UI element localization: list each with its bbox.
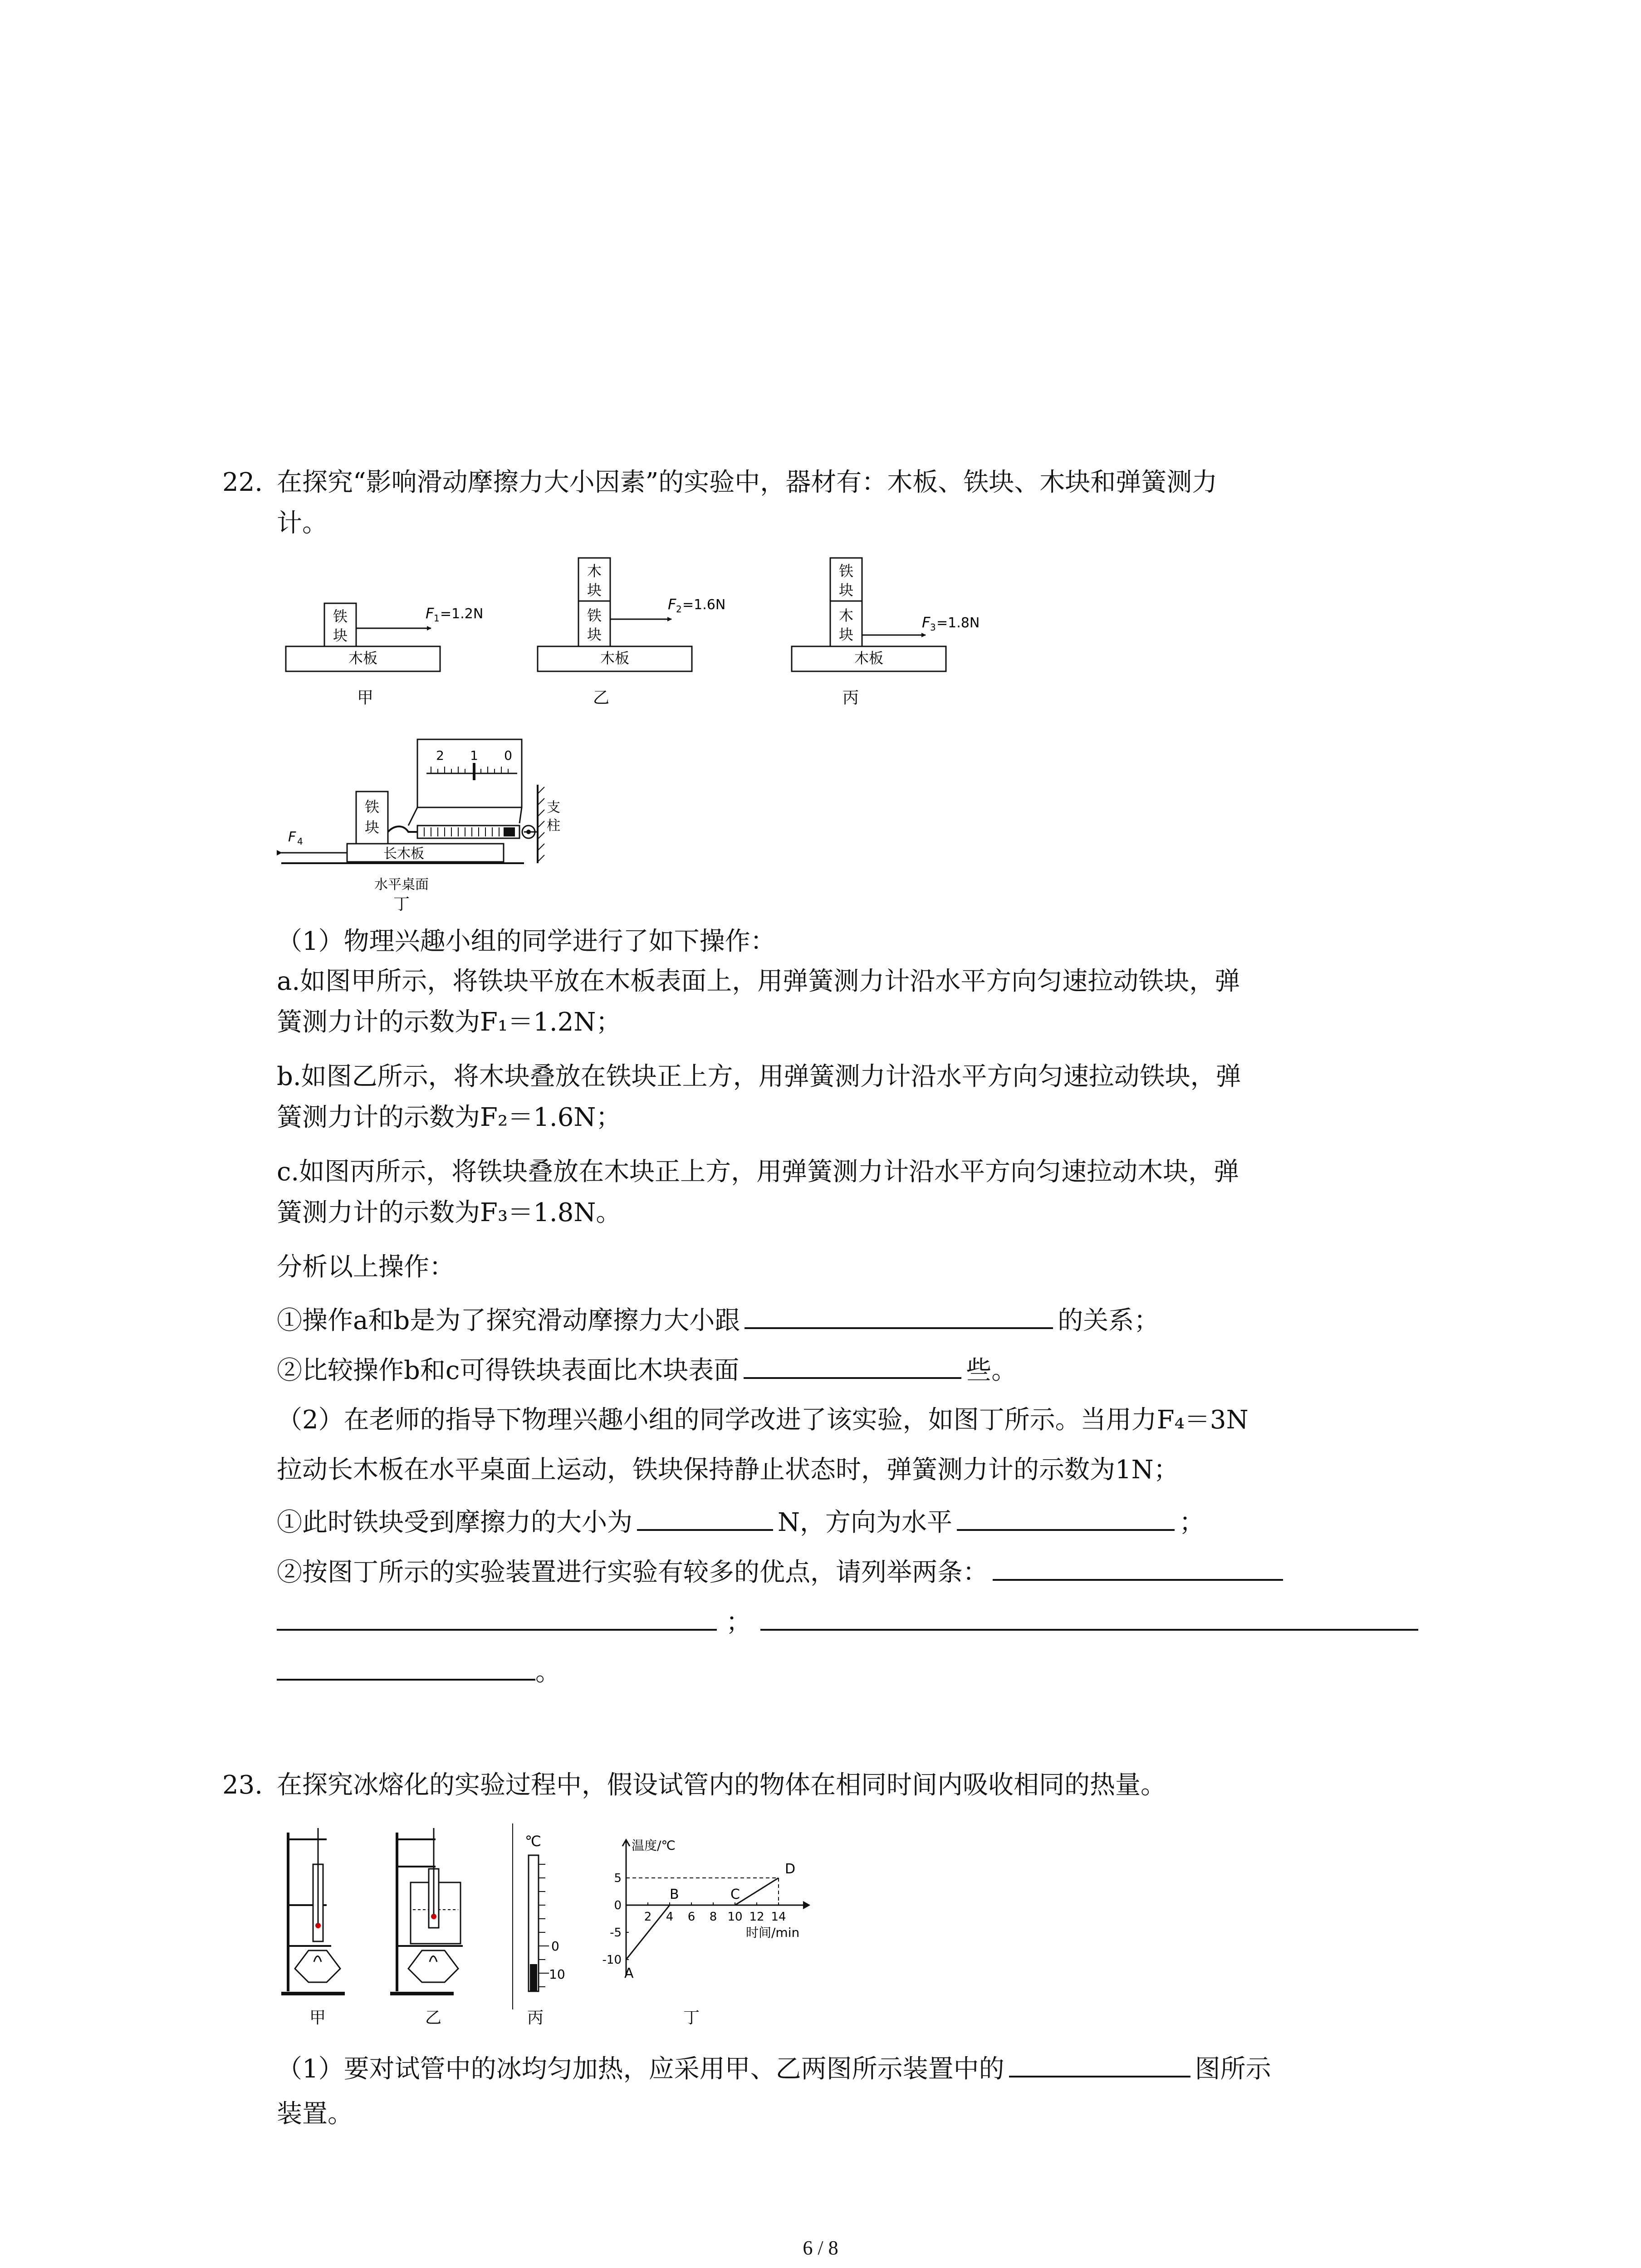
- caption-bing: 丙: [842, 689, 859, 707]
- svg-text:木板: 木板: [348, 650, 378, 667]
- answer-blank-8[interactable]: [277, 1653, 535, 1681]
- answer-blank-4[interactable]: [957, 1504, 1175, 1531]
- q23-number: 23.: [222, 1770, 263, 1800]
- q22-part2-line1: （2）在老师的指导下物理兴趣小组的同学改进了该实验，如图丁所示。当用力F₄＝3N: [277, 1405, 1249, 1435]
- apparatus-yi: [390, 1828, 463, 2027]
- svg-text:F: F: [426, 605, 434, 622]
- q22-number: 22.: [222, 468, 263, 497]
- svg-text:1: 1: [470, 748, 478, 763]
- svg-text:支: 支: [547, 800, 560, 816]
- page-number: 6 / 8: [803, 2237, 838, 2259]
- q22-part2-line2: 拉动长木板在水平桌面上运动，铁块保持静止状态时，弹簧测力计的示数为1N；: [277, 1455, 1179, 1485]
- x-tick-label: 12: [749, 1910, 764, 1924]
- svg-text:=1.8N: =1.8N: [936, 615, 980, 631]
- point-label-d: D: [785, 1861, 796, 1877]
- answer-blank-2[interactable]: [744, 1352, 961, 1379]
- svg-text:铁: 铁: [333, 608, 348, 625]
- q22-op-b-line2: 簧测力计的示数为F₂＝1.6N；: [277, 1103, 622, 1132]
- svg-text:3: 3: [930, 622, 936, 633]
- q22-analysis: 分析以上操作：: [277, 1252, 455, 1282]
- svg-text:F: F: [922, 614, 931, 631]
- svg-text:4: 4: [297, 836, 303, 847]
- caption-yi: 乙: [593, 689, 610, 707]
- x-tick-label: 2: [644, 1910, 652, 1924]
- q22-q1-2: ②比较操作b和c可得铁块表面比木块表面 些。: [277, 1352, 1017, 1387]
- q22-q2-1: ①此时铁块受到摩擦力的大小为 N，方向为水平 ；: [277, 1504, 1205, 1539]
- svg-text:块: 块: [364, 819, 380, 836]
- point-label-c: C: [730, 1887, 740, 1902]
- svg-text:块: 块: [587, 626, 602, 643]
- svg-text:乙: 乙: [425, 2009, 442, 2027]
- caption-ding-chart: 丁: [683, 2009, 700, 2027]
- q23-stem: 在探究冰熔化的实验过程中，假设试管内的物体在相同时间内吸收相同的热量。: [277, 1770, 1166, 1800]
- y-tick-label: -10: [602, 1953, 622, 1967]
- x-tick-label: 6: [687, 1910, 696, 1924]
- figure-yi: [538, 558, 725, 707]
- svg-text:木板: 木板: [600, 650, 630, 667]
- svg-text:长木板: 长木板: [383, 846, 424, 862]
- svg-text:2: 2: [676, 604, 682, 615]
- caption-jia: 甲: [357, 689, 374, 707]
- answer-blank-3[interactable]: [637, 1504, 773, 1531]
- svg-text:铁: 铁: [587, 607, 602, 624]
- q22-op-b-line1: b.如图乙所示，将木块叠放在铁块正上方，用弹簧测力计沿水平方向匀速拉动铁块，弹: [277, 1062, 1241, 1091]
- svg-text:柱: 柱: [547, 818, 560, 834]
- answer-blank-9[interactable]: [1009, 2050, 1190, 2077]
- svg-text:2: 2: [436, 748, 444, 763]
- q22-q2-2-end: 。: [277, 1653, 561, 1689]
- svg-text:铁: 铁: [364, 798, 380, 816]
- svg-text:10: 10: [549, 1967, 565, 1982]
- q22-op-a-line2: 簧测力计的示数为F₁＝1.2N；: [277, 1007, 622, 1037]
- figure-bing: [792, 558, 980, 707]
- x-axis-arrow: [803, 1901, 809, 1909]
- apparatus-jia: [281, 1828, 345, 2027]
- svg-text:铁: 铁: [838, 562, 854, 580]
- y-tick-label: 0: [614, 1899, 622, 1912]
- figure-jia: [286, 603, 483, 707]
- q22-q2-2: ②按图丁所示的实验装置进行实验有较多的优点，请列举两条：: [277, 1554, 1283, 1589]
- svg-text:0: 0: [551, 1939, 559, 1954]
- svg-text:=1.6N: =1.6N: [682, 597, 726, 613]
- answer-blank-1[interactable]: [745, 1302, 1053, 1329]
- melting-chart: [599, 1810, 853, 2032]
- svg-text:块: 块: [838, 626, 854, 643]
- svg-text:块: 块: [333, 627, 348, 644]
- q23-apparatus: [277, 1814, 622, 2032]
- x-tick-label: 4: [666, 1910, 674, 1924]
- x-tick-label: 10: [727, 1910, 743, 1924]
- answer-blank-6[interactable]: [277, 1603, 717, 1631]
- svg-text:木: 木: [587, 562, 602, 580]
- q22-stem-line2: 计。: [277, 508, 328, 538]
- svg-text:木板: 木板: [854, 650, 884, 667]
- thermometer-bing: [513, 1823, 565, 2027]
- q22-q1-1: ①操作a和b是为了探究滑动摩擦力大小跟 的关系；: [277, 1302, 1159, 1337]
- svg-text:水平桌面: 水平桌面: [374, 877, 429, 893]
- y-tick-label: -5: [610, 1926, 622, 1940]
- caption-ding: 丁: [393, 895, 410, 914]
- answer-blank-5[interactable]: [993, 1554, 1283, 1581]
- q22-part1-title: （1）物理兴趣小组的同学进行了如下操作：: [277, 927, 776, 956]
- x-tick-label: 8: [709, 1910, 717, 1924]
- q22-q2-2-cont: ；: [277, 1603, 1418, 1639]
- svg-text:块: 块: [587, 582, 602, 599]
- q22-figures-jia-yi-bing: [281, 544, 1030, 721]
- q22-op-a-line1: a.如图甲所示，将铁块平放在木板表面上，用弹簧测力计沿水平方向匀速拉动铁块，弹: [277, 967, 1240, 996]
- y-tick-label: 5: [614, 1872, 622, 1885]
- svg-text:木: 木: [838, 607, 854, 624]
- x-axis-label: 时间/min: [746, 1925, 800, 1940]
- svg-text:块: 块: [838, 582, 854, 599]
- q23-part1: （1）要对试管中的冰均匀加热，应采用甲、乙两图所示装置中的 图所示: [277, 2050, 1271, 2086]
- svg-text:=1.2N: =1.2N: [440, 606, 484, 622]
- x-tick-label: 14: [771, 1910, 786, 1924]
- svg-text:F: F: [668, 596, 676, 613]
- svg-text:1: 1: [434, 613, 440, 624]
- q23-part1-line2: 装置。: [277, 2099, 353, 2129]
- point-label-a: A: [624, 1965, 634, 1981]
- y-axis-label: 温度/℃: [632, 1838, 676, 1853]
- svg-text:丙: 丙: [527, 2009, 544, 2027]
- q22-stem-line1: 在探究“影响滑动摩擦力大小因素”的实验中，器材有：木板、铁块、木块和弹簧测力: [277, 468, 1218, 497]
- svg-text:F: F: [288, 829, 296, 845]
- q22-figure-ding: [272, 730, 581, 943]
- answer-blank-7[interactable]: [760, 1603, 1418, 1631]
- q22-op-c-line2: 簧测力计的示数为F₃＝1.8N。: [277, 1198, 622, 1227]
- svg-text:℃: ℃: [525, 1833, 541, 1850]
- svg-text:0: 0: [504, 748, 512, 763]
- point-label-b: B: [670, 1887, 679, 1902]
- svg-text:甲: 甲: [309, 2009, 326, 2027]
- q22-op-c-line1: c.如图丙所示，将铁块叠放在木块正上方，用弹簧测力计沿水平方向匀速拉动木块，弹: [277, 1157, 1239, 1187]
